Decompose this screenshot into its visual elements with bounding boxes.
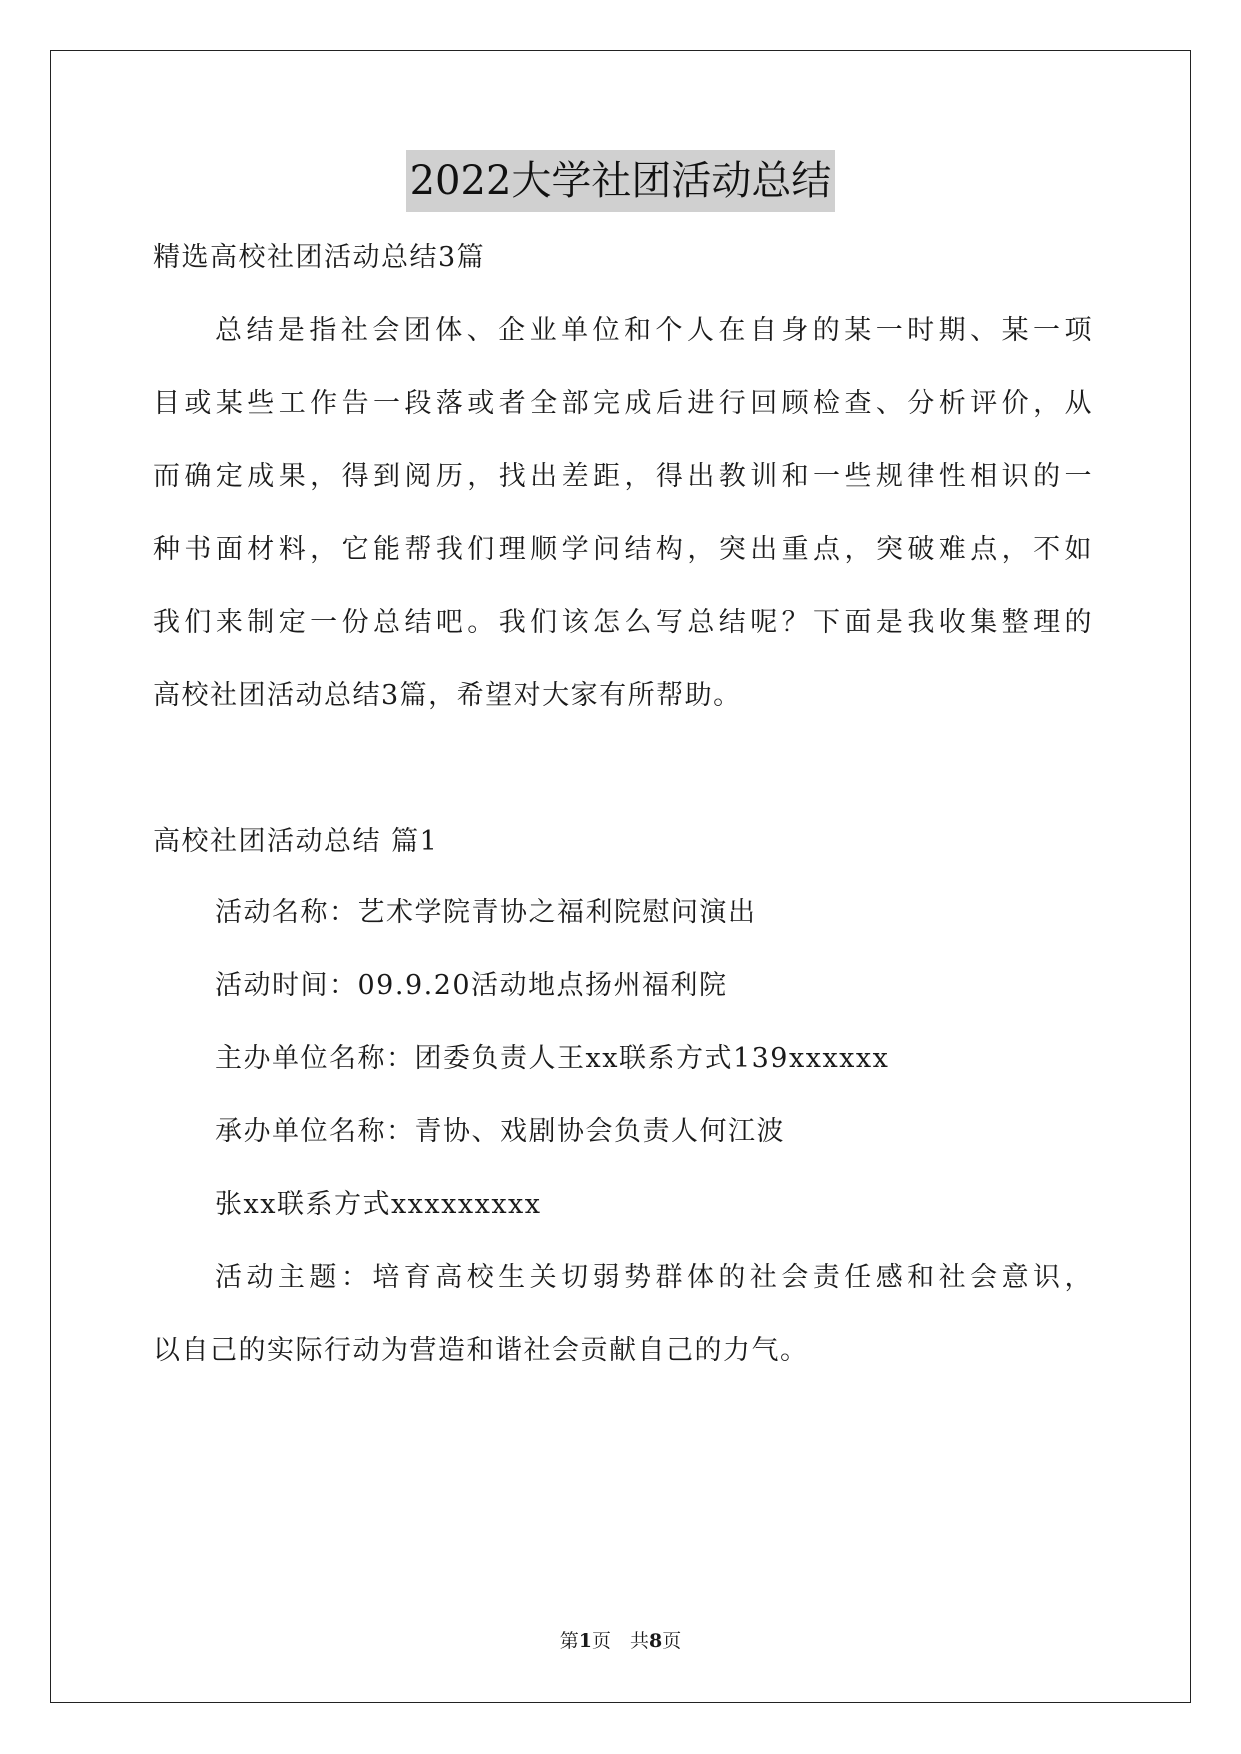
section-heading: 高校社团活动总结 篇1 bbox=[153, 826, 439, 857]
page-footer bbox=[0, 1628, 1241, 1654]
footer-page-suffix: 页 bbox=[662, 1630, 682, 1652]
intro-line-6: 高校社团活动总结3篇，希望对大家有所帮助。 bbox=[153, 680, 742, 711]
intro-line-4: 种书面材料，它能帮我们理顺学问结构，突出重点，突破难点，不如 bbox=[153, 534, 1093, 565]
section-line-2: 活动时间：09.9.20活动地点扬州福利院 bbox=[215, 970, 728, 1001]
section-line-1: 活动名称：艺术学院青协之福利院慰问演出 bbox=[215, 897, 757, 928]
intro-line-1: 总结是指社会团体、企业单位和个人在自身的某一时期、某一项 bbox=[215, 315, 1093, 346]
intro-line-3: 而确定成果，得到阅历，找出差距，得出教训和一些规律性相识的一 bbox=[153, 461, 1093, 492]
page-border bbox=[50, 50, 1191, 1703]
section-line-5: 张xx联系方式xxxxxxxxx bbox=[215, 1189, 542, 1220]
intro-line-2: 目或某些工作告一段落或者全部完成后进行回顾检查、分析评价，从 bbox=[153, 388, 1093, 419]
section-line-4: 承办单位名称：青协、戏剧协会负责人何江波 bbox=[215, 1116, 785, 1147]
intro-line-5: 我们来制定一份总结吧。我们该怎么写总结呢？下面是我收集整理的 bbox=[153, 607, 1093, 638]
footer-page-mid: 页 共 bbox=[591, 1630, 649, 1652]
document-subtitle: 精选高校社团活动总结3篇 bbox=[153, 242, 486, 273]
section-line-7: 以自己的实际行动为营造和谐社会贡献自己的力气。 bbox=[153, 1335, 809, 1366]
section-line-3: 主办单位名称：团委负责人王xx联系方式139xxxxxx bbox=[215, 1043, 890, 1074]
footer-page-total: 8 bbox=[649, 1630, 663, 1652]
footer-page-prefix: 第 bbox=[559, 1630, 579, 1652]
footer-page-current: 1 bbox=[578, 1630, 592, 1652]
title-container bbox=[0, 150, 1241, 212]
section-line-6: 活动主题：培育高校生关切弱势群体的社会责任感和社会意识， bbox=[215, 1262, 1093, 1293]
document-title: 2022大学社团活动总结 bbox=[406, 150, 836, 212]
